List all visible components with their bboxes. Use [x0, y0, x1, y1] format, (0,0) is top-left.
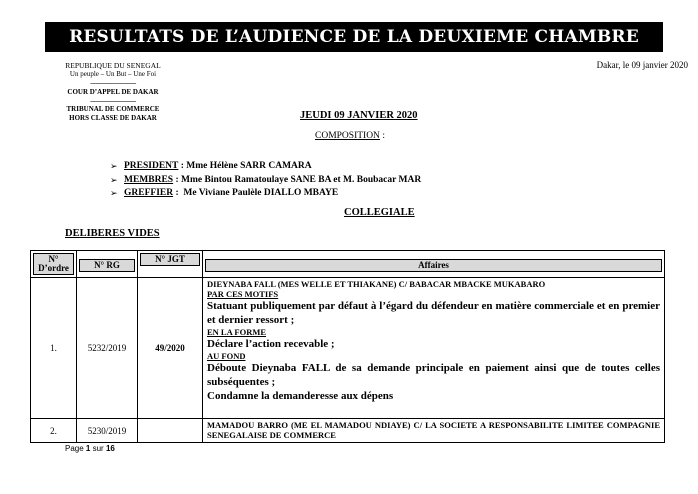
court-members-list — [110, 160, 421, 201]
table-header-row — [31, 251, 665, 278]
section-heading: AU FOND — [207, 351, 246, 361]
header-jgt-label: N° JGT — [140, 253, 200, 266]
arrow-bullet-icon: ➢ — [110, 188, 118, 198]
national-motto: Un peuple – Un But – Une Foi — [69, 70, 157, 79]
ruling-text: Déclare l’action recevable ; — [207, 338, 335, 350]
page-word: Page — [65, 444, 84, 453]
of-word: sur — [92, 444, 104, 453]
header-affaires-label: Affaires — [205, 259, 662, 272]
ruling-text: Statuant publiquement par défaut à l’égard du défendeur en matière commerciale et en premier et dernier ressort ; — [207, 300, 660, 326]
document-date: Dakar, le 09 janvier 2020 — [596, 60, 688, 70]
header-rg-label: N° RG — [79, 259, 135, 272]
member-separator: : — [173, 174, 182, 185]
member-separator: : — [178, 161, 187, 171]
ruling-text: Condamne la demanderesse aux dépens — [207, 390, 394, 402]
ruling-text: Déboute Dieynaba FALL de sa demande principale en paiement ainsi que de toutes celles subséquentes ; — [207, 362, 660, 388]
republic-name: REPUBLIQUE DU SENEGAL — [65, 61, 161, 70]
header-ordre — [31, 251, 77, 278]
court-name: COUR D’APPEL DE DAKAR — [67, 87, 159, 96]
cell-ordre: 1. — [31, 278, 77, 419]
composition-suffix: : — [379, 131, 385, 141]
cell-affaire — [203, 278, 665, 419]
header-jgt — [138, 251, 203, 278]
formation-type: COLLEGIALE — [344, 207, 415, 218]
section-heading: EN LA FORME — [207, 327, 267, 337]
deliberations-table — [30, 250, 665, 443]
cell-jgt: 49/2020 — [138, 278, 203, 419]
page-number: 1 — [85, 444, 91, 453]
member-separator: : — [173, 188, 184, 198]
composition-label: COMPOSITION — [315, 131, 380, 141]
cell-rg: 5232/2019 — [77, 278, 138, 419]
member-row-greffier — [110, 187, 421, 201]
cell-rg: 5230/2019 — [77, 419, 138, 443]
table-row — [31, 419, 665, 443]
member-name: Me Viviane Paulèle DIALLO MBAYE — [183, 188, 339, 198]
member-name: Mme Hélène SARR CAMARA — [186, 161, 312, 171]
arrow-bullet-icon: ➢ — [110, 161, 118, 171]
member-row-president — [110, 160, 421, 174]
tribunal-name-line1: TRIBUNAL DE COMMERCE — [66, 105, 160, 114]
table-row — [31, 278, 665, 419]
header-rg — [77, 251, 138, 278]
case-parties: MAMADOU BARRO (ME EL MAMADOU NDIAYE) C/ LA SOCIETE A RESPONSABILITE LIMITEE COMPAGNIE SENEGALAISE DE COMMERCE — [207, 420, 660, 440]
separator-line: ------------------------- — [90, 96, 136, 105]
member-role: MEMBRES — [124, 174, 174, 185]
arrow-bullet-icon: ➢ — [110, 174, 118, 185]
member-role: PRESIDENT — [124, 161, 179, 171]
member-row-membres — [110, 174, 421, 188]
results-banner-title: RESULTATS DE L’AUDIENCE DE LA DEUXIEME CHAMBRE — [45, 22, 663, 52]
member-role: GREFFIER — [124, 188, 174, 198]
cell-ordre: 2. — [31, 419, 77, 443]
tribunal-name-line2: HORS CLASSE DE DAKAR — [69, 114, 157, 123]
page-total: 16 — [105, 444, 115, 453]
cell-affaire — [203, 419, 665, 443]
section-heading: PAR CES MOTIFS — [207, 289, 279, 299]
header-affaires — [203, 251, 665, 278]
header-institution-block — [57, 61, 169, 123]
composition-heading — [315, 131, 385, 141]
header-ordre-label: N° D’ordre — [33, 253, 74, 275]
section-title: DELIBERES VIDES — [65, 228, 160, 239]
page-footer — [65, 444, 115, 453]
separator-line: ------------------------- — [90, 79, 136, 88]
member-name: Mme Bintou Ramatoulaye SANE BA et M. Boubacar MAR — [181, 174, 422, 185]
cell-jgt — [138, 419, 203, 443]
case-parties: DIEYNABA FALL (MES WELLE ET THIAKANE) C/ BABACAR MBACKE MUKABARO — [207, 279, 546, 289]
hearing-day: JEUDI 09 JANVIER 2020 — [300, 110, 418, 121]
